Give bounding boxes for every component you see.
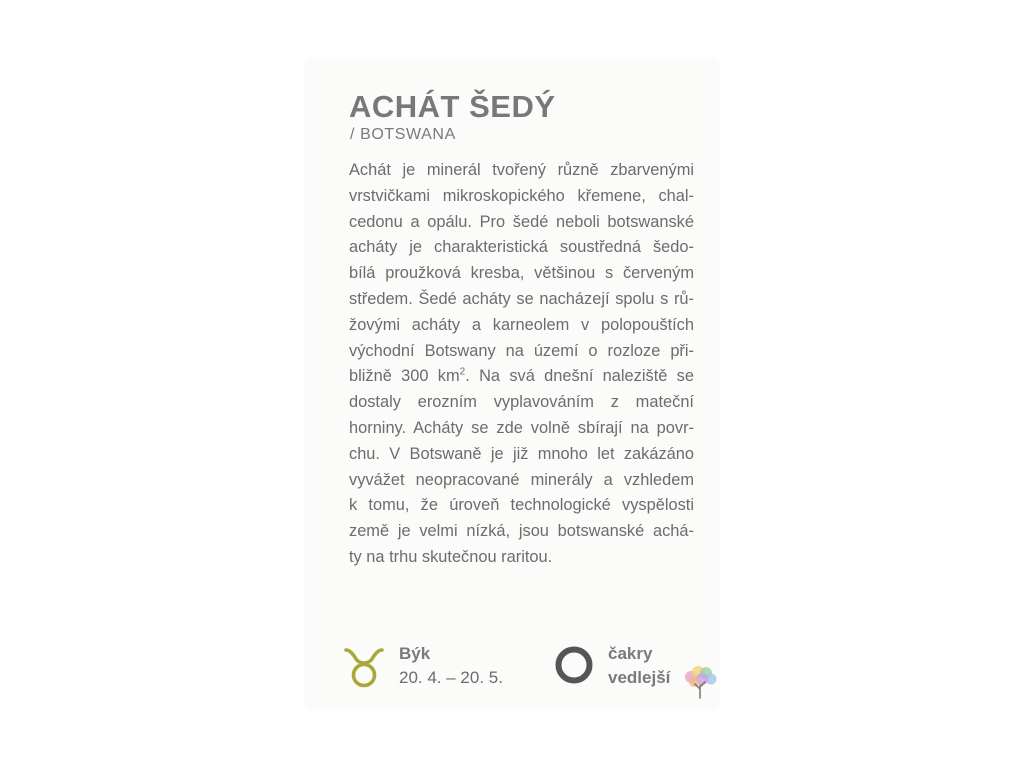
description-line: acháty je charakteristická soustředná šedo- — [349, 238, 694, 257]
chakra-label-line2: vedlejší — [608, 668, 671, 687]
description-line-end: . Na svá dnešní naleziště se — [465, 367, 694, 386]
product-card — [306, 60, 718, 708]
ring-icon — [554, 645, 594, 685]
taurus-icon — [344, 646, 384, 688]
description-line: chu. V Botswaně je již mnoho let zakázáno — [349, 444, 694, 463]
description-line: bílá proužková kresba, většinou s červeným — [349, 264, 694, 283]
description-line: východní Botswany na území o rozloze při- — [349, 341, 694, 360]
origin-subtitle: / BOTSWANA — [350, 126, 456, 143]
description-line-start: bližně 300 km — [349, 367, 460, 386]
chakra-label-line1: čakry — [608, 644, 653, 663]
zodiac-dates: 20. 4. – 20. 5. — [399, 668, 503, 687]
description-line: Achát je minerál tvořený různě zbarvenými — [349, 161, 694, 179]
description-line: země je velmi nízká, jsou botswanské achá- — [349, 522, 694, 541]
description-line: cedonu a opálu. Pro šedé neboli botswanské — [349, 212, 694, 231]
mineral-title: ACHÁT ŠEDÝ — [349, 89, 556, 124]
superscript: 2 — [459, 366, 466, 378]
zodiac-name: Býk — [399, 644, 431, 663]
tree-icon — [682, 665, 718, 699]
description-line: ty na trhu skutečnou raritou. — [349, 547, 553, 566]
description-line: středem. Šedé acháty se nacházejí spolu s rů- — [349, 289, 694, 308]
description-line — [349, 364, 694, 390]
description-line: vyvážet neopracované minerály a vzhledem — [349, 470, 694, 489]
description-line: vrstvičkami mikroskopického křemene, chal- — [349, 186, 694, 205]
description-line: k tomu, že úroveň technologické vyspělosti — [349, 496, 694, 515]
description — [349, 158, 694, 571]
description-line: dostaly erozním vyplavováním z mateční — [349, 393, 694, 412]
description-line: horniny. Acháty se zde volně sbírají na povr- — [349, 418, 694, 437]
description-line: žovými acháty a karneolem v polopouštích — [349, 315, 694, 334]
